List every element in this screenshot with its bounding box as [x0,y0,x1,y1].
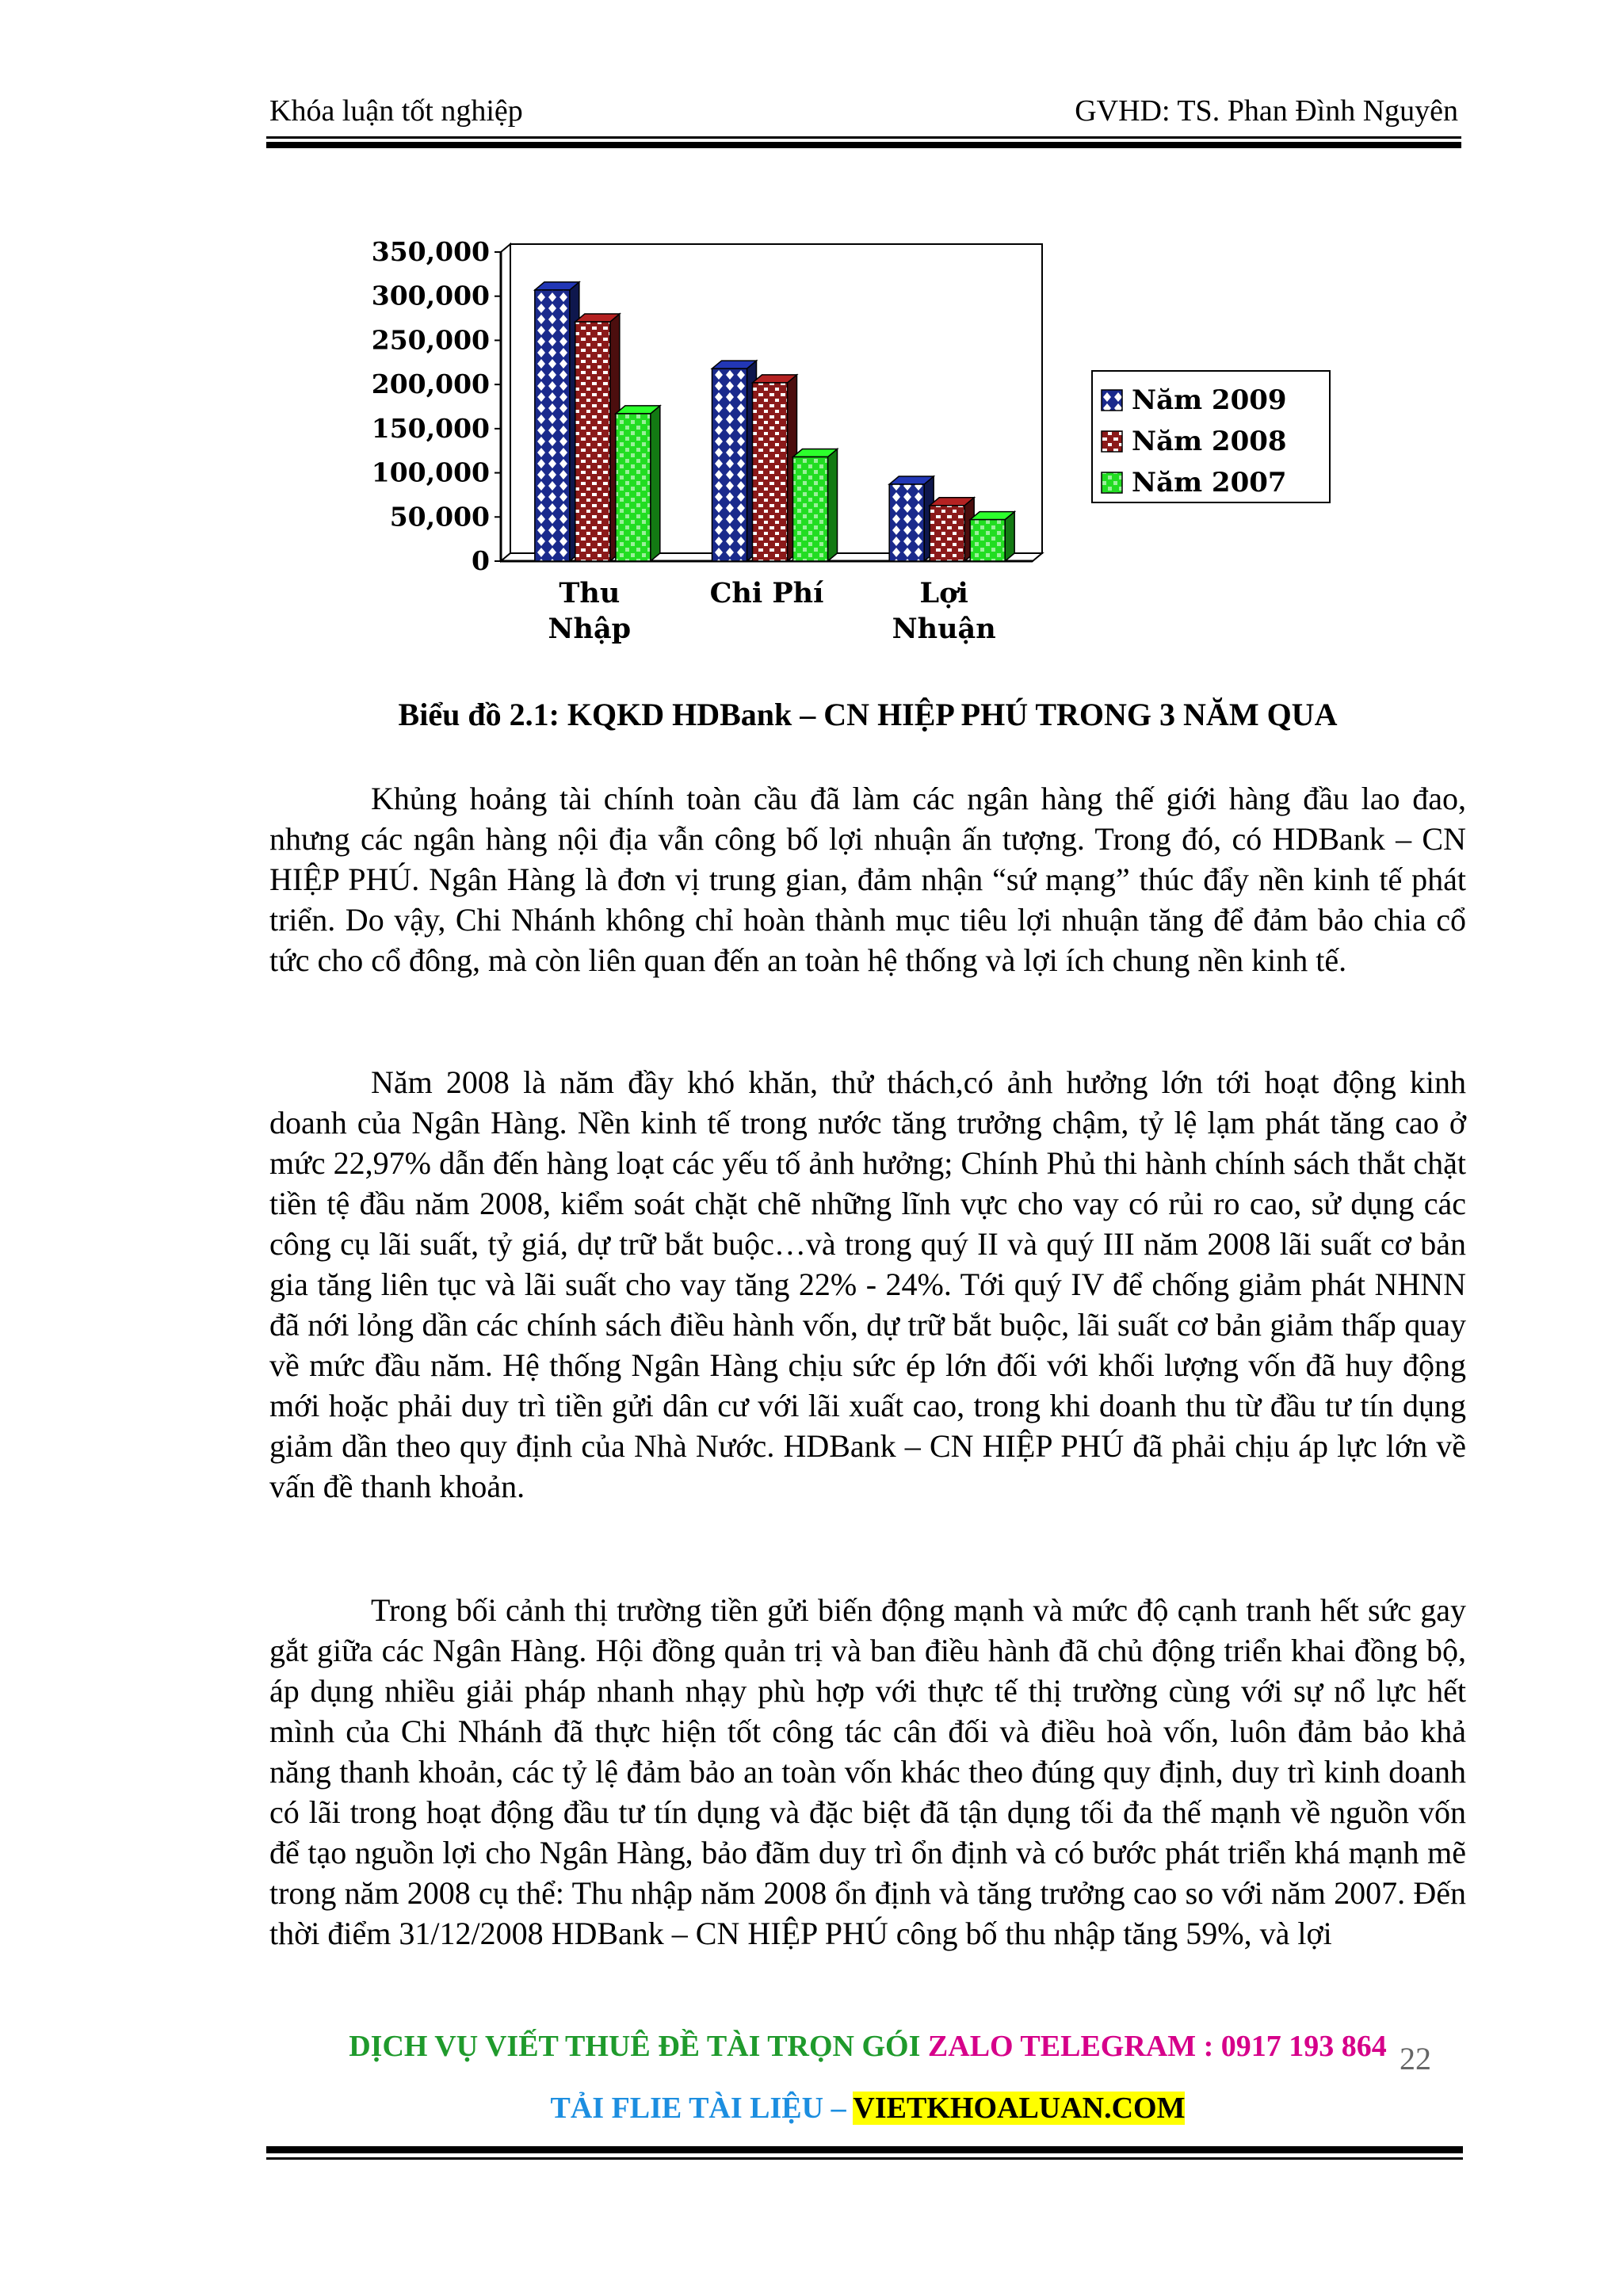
legend-label: Năm 2009 [1132,384,1287,416]
bar-side [828,449,838,561]
y-tick-label: 50,000 [389,501,490,533]
bar-2-0 [889,476,934,561]
bar-front [889,484,924,561]
footer-download-text: TẢI FLIE TÀI LIỆU – [550,2092,854,2125]
y-tick-label: 350,000 [371,236,490,267]
y-tick-label: 150,000 [371,412,490,444]
legend-label: Năm 2007 [1132,467,1287,499]
header-advisor: GVHD: TS. Phan Đình Nguyên [1075,94,1458,128]
y-tick-label: 0 [472,545,490,576]
paragraph-1-text: Khủng hoảng tài chính toàn cầu đã làm các ngân hàng thế giới hàng đầu lao đao, nhưng các ngân hàng nội địa vẫn công bố lợi nhuận ấn tượng. Trong đó, có HDBank – CN HIỆP PHÚ. Ngân Hàng là đơn vị trung gian, đảm nhận “sứ mạng” thúc đẩy nền kinh tế phát triển. Do vậy, Chi Nhánh không chỉ hoàn thành mục tiêu lợi nhuận tăng để đảm bảo chia cổ tức cho cổ đông, mà còn liên quan đến an toàn hệ thống và lợi ích chung nền kinh tế. [269,781,1466,978]
paragraph-2-text: Năm 2008 là năm đầy khó khăn, thử thách,có ảnh hưởng lớn tới hoạt động kinh doanh của Ngân Hàng. Nền kinh tế trong nước tăng trưởng chậm, tỷ lệ lạm phát tăng cao ở mức 22,97% dẫn đến hàng loạt các yếu tố ảnh hưởng; Chính Phủ thi hành chính sách thắt chặt tiền tệ đầu năm 2008, kiểm soát chặt chẽ những lĩnh vực cho vay có rủi ro cao, sử dụng các công cụ lãi suất, tỷ giá, dự trữ bắt buộc…và trong quý II và quý III năm 2008 lãi suất cơ bản gia tăng liên tục và lãi suất cho vay tăng 22% - 24%. Tới quý IV để chống giảm phát NHNN đã nới lỏng dần các chính sách điều hành vốn, dự trữ bắt buộc, lãi suất cơ bản giảm thấp quay về mức đầu năm. Hệ thống Ngân Hàng chịu sức ép lớn đối với khối lượng vốn đã huy động mới hoặc phải duy trì tiền gửi dân cư với lãi xuất cao, trong khi doanh thu từ đầu tư tín dụng giảm dần theo quy định của Nhà Nước. HDBank – CN HIỆP PHÚ đã phải chịu áp lực lớn về vấn đề thanh khoản. [269,1064,1466,1504]
page-header [269,94,1458,133]
page-number: 22 [1400,2041,1431,2076]
legend-label: Năm 2008 [1132,426,1287,457]
bar-side [651,406,660,561]
footer-website-link[interactable]: VIETKHOALUAN.COM [853,2092,1186,2125]
bar-0-0 [535,282,579,561]
category-label: Thu [559,577,621,609]
bar-front [793,457,828,561]
footer-rule-thick [266,2146,1463,2153]
bar-front [930,506,964,561]
bar-0-1 [575,314,620,561]
paragraph-2 [269,1062,1466,1507]
chart-caption: Biểu đồ 2.1: KQKD HDBank – CN HIỆP PHÚ TRONG 3 NĂM QUA [398,697,1338,732]
bar-2-1 [930,498,974,561]
category-label: Chi Phí [709,577,824,609]
header-title: Khóa luận tốt nghiệp [269,94,523,128]
y-tick-label: 300,000 [371,280,490,311]
y-tick-label: 100,000 [371,457,490,488]
bar-front [535,290,570,561]
paragraph-3-text: Trong bối cảnh thị trường tiền gửi biến động mạnh và mức độ cạnh tranh hết sức gay gắt giữa các Ngân Hàng. Hội đồng quản trị và ban điều hành đã chủ động triển khai đồng bộ, áp dụng nhiều giải pháp nhanh nhạy phù hợp với thực tế thị trường cùng với sự nổ lực hết mình của Chi Nhánh đã thực hiện tốt công tác cân đối và điều hoà vốn, luôn đảm bảo khả năng thanh khoản, các tỷ lệ đảm bảo an toàn vốn khác theo đúng quy định, duy trì kinh doanh có lãi trong hoạt động đầu tư tín dụng và đặc biệt đã tận dụng tối đa thế mạnh về nguồn vốn để tạo nguồn lợi cho Ngân Hàng, bảo đãm duy trì ổn định và có bước phát triển khá mạnh mẽ trong năm 2008 cụ thể: Thu nhập năm 2008 ổn định và tăng trưởng cao so với năm 2007. Đến thời điểm 31/12/2008 HDBank – CN HIỆP PHÚ công bố thu nhập tăng 59%, và lợi [269,1592,1466,1951]
footer-ad-line-2 [269,2091,1466,2126]
y-tick-label: 250,000 [371,324,490,356]
header-rule-thick [266,142,1461,148]
footer-service-text: DỊCH VỤ VIẾT THUÊ ĐỀ TÀI TRỌN GÓI [349,2030,928,2063]
footer-ad-line-1 [269,2029,1466,2064]
paragraph-1 [269,778,1466,980]
bar-front [753,383,788,561]
legend-swatch [1102,390,1122,411]
category-label: Nhập [548,613,632,645]
paragraph-3 [269,1590,1466,1954]
y-tick-label: 200,000 [371,369,490,400]
bar-front [616,414,651,561]
bar-front [575,322,610,561]
bar-2-2 [970,512,1014,561]
bar-1-2 [793,449,838,561]
bar-front [970,520,1005,561]
category-label: Nhuận [892,613,996,645]
footer-contact-text: ZALO TELEGRAM : 0917 193 864 [927,2030,1387,2063]
bar-1-0 [712,361,757,561]
legend-swatch [1102,431,1122,452]
header-rule [266,136,1461,139]
plot-side-wall [501,244,510,561]
bar-chart [325,214,1347,658]
category-label: Lợi [919,577,968,609]
footer-rule [266,2157,1463,2160]
bar-front [712,369,747,561]
bar-1-1 [753,375,797,561]
bar-0-2 [616,406,660,561]
legend-swatch [1102,472,1122,493]
